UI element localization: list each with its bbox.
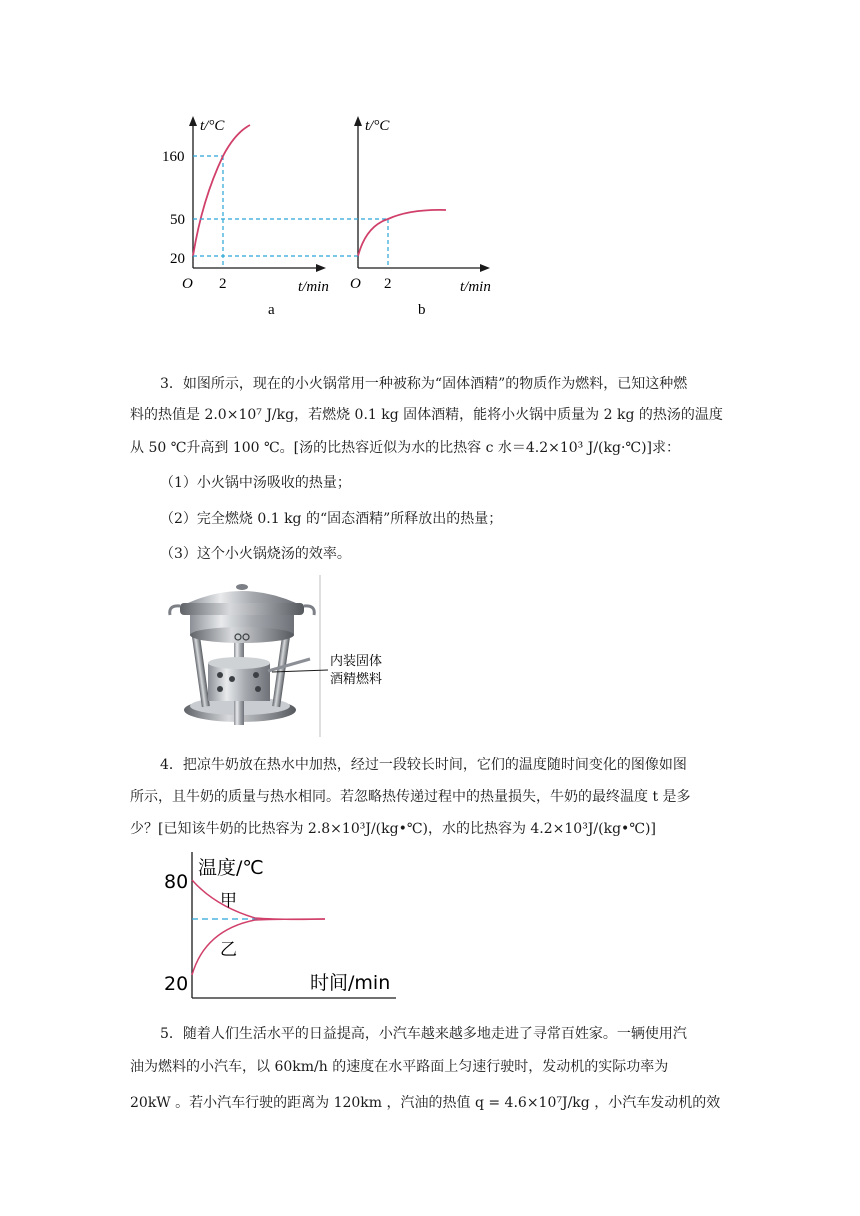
graph-a-origin: O (182, 276, 193, 292)
graph-a-ytick-160: 160 (162, 149, 185, 165)
graph-b-xtick-2: 2 (384, 276, 392, 292)
q3-line-1: 3．如图所示，现在的小火锅常用一种被称为“固体酒精”的物质作为燃料，已知这种燃 (160, 376, 688, 392)
graph-a-ylabel: t/°C (200, 118, 225, 134)
q3-line-2: 料的热值是 2.0×10⁷ J/kg，若燃烧 0.1 kg 固体酒精，能将小火锅中质量为 2 kg 的热汤的温度 (130, 407, 723, 423)
graph-a-x-arrow (316, 264, 326, 272)
series-jia-curve (192, 880, 325, 919)
hotpot-label-line1: 内装固体 (330, 654, 383, 669)
graph-b-x-arrow (480, 264, 490, 272)
graph-b-curve (358, 210, 446, 256)
graph-a-curve (193, 125, 250, 256)
hotpot-label-line2: 酒精燃料 (330, 672, 383, 687)
hotpot-image (160, 575, 400, 737)
graph-a-xtick-2: 2 (219, 276, 227, 292)
graph-b-origin: O (350, 276, 361, 292)
q4-ytick-80: 80 (164, 871, 189, 893)
figure-milk-water-graph (160, 850, 400, 1010)
q4-line-1: 4．把凉牛奶放在热水中加热，经过一段较长时间，它们的温度随时间变化的图像如图 (160, 757, 687, 773)
graph-a-ytick-20: 20 (170, 251, 185, 267)
q5-line-1: 5．随着人们生活水平的日益提高，小汽车越来越多地走进了寻常百姓家。一辆使用汽 (160, 1026, 687, 1042)
graph-a-y-arrow (189, 116, 197, 126)
q4-xlabel: 时间/min (310, 972, 391, 994)
q3-line-3: 从 50 ℃升高到 100 ℃。[汤的比热容近似为水的比热容 c 水＝4.2×10³ J/(kg·℃)]求： (130, 440, 681, 456)
q4-line-2: 所示，且牛奶的质量与热水相同。若忽略热传递过程中的热量损失，牛奶的最终温度 t 是多 (130, 789, 691, 805)
graph-b-ytick-50: 50 (170, 212, 185, 228)
graph-b-y-arrow (354, 116, 362, 126)
graph-a-xlabel: t/min (298, 279, 329, 295)
q4-ylabel: 温度/℃ (198, 857, 264, 879)
series-jia-label: 甲 (220, 891, 237, 911)
q5-line-3: 20kW 。若小汽车行驶的距离为 120km ，汽油的热值 q = 4.6×10⁷J/kg ，小汽车发动机的效 (130, 1095, 721, 1111)
q3-sub-1: （1）小火锅中汤吸收的热量； (160, 475, 351, 491)
q4-line-3: 少？[已知该牛奶的比热容为 2.8×10³J/(kg•℃)，水的比热容为 4.2×10³J/(kg•℃)] (130, 821, 656, 837)
series-yi-curve (192, 919, 325, 975)
q3-sub-3: （3）这个小火锅烧汤的效率。 (160, 546, 351, 562)
q3-sub-2: （2）完全燃烧 0.1 kg 的“固态酒精”所释放出的热量； (160, 511, 503, 527)
series-yi-label: 乙 (220, 940, 237, 960)
q4-ytick-20: 20 (164, 973, 189, 995)
figure-temperature-graphs (160, 108, 520, 323)
graph-b-xlabel: t/min (460, 279, 491, 295)
graph-a-caption: a (268, 302, 275, 318)
graph-b-ylabel: t/°C (365, 118, 390, 134)
graph-b-caption: b (418, 302, 426, 318)
q5-line-2: 油为燃料的小汽车，以 60km/h 的速度在水平路面上匀速行驶时，发动机的实际功率为 (130, 1059, 669, 1075)
